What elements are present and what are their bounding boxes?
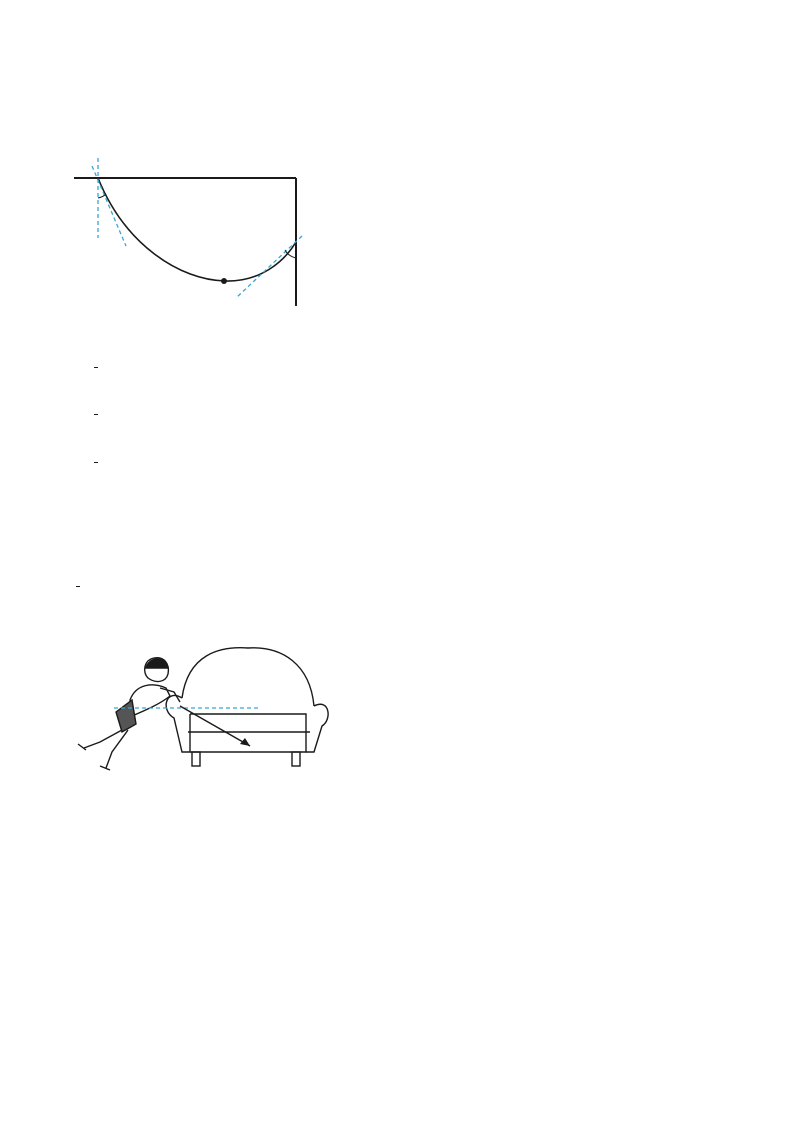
point-c-dot — [221, 278, 227, 284]
q3-stem-line-2 — [74, 566, 82, 606]
force-arrow-head — [240, 738, 250, 746]
fraction — [94, 367, 98, 368]
q3-sofa-figure — [70, 644, 340, 778]
fraction — [94, 414, 98, 415]
sofa-right-arm — [306, 704, 328, 752]
q2-option-a[interactable] — [92, 349, 100, 385]
person-shorts — [116, 700, 136, 732]
angle-beta-arc — [98, 194, 106, 198]
sofa-back — [182, 648, 314, 706]
sofa-right-leg — [292, 752, 300, 766]
q2-rope-figure — [70, 150, 330, 310]
sofa-left-arm — [166, 695, 190, 752]
rope-curve — [98, 178, 296, 281]
tangent-line-b — [236, 236, 302, 298]
q2-option-c[interactable] — [92, 444, 100, 480]
person-foot — [78, 744, 110, 770]
fraction — [76, 586, 80, 587]
person-leg-back — [106, 730, 128, 768]
fraction — [94, 462, 98, 463]
sofa-left-leg — [192, 752, 200, 766]
q2-option-b[interactable] — [92, 396, 100, 432]
sofa-seat — [190, 714, 306, 752]
